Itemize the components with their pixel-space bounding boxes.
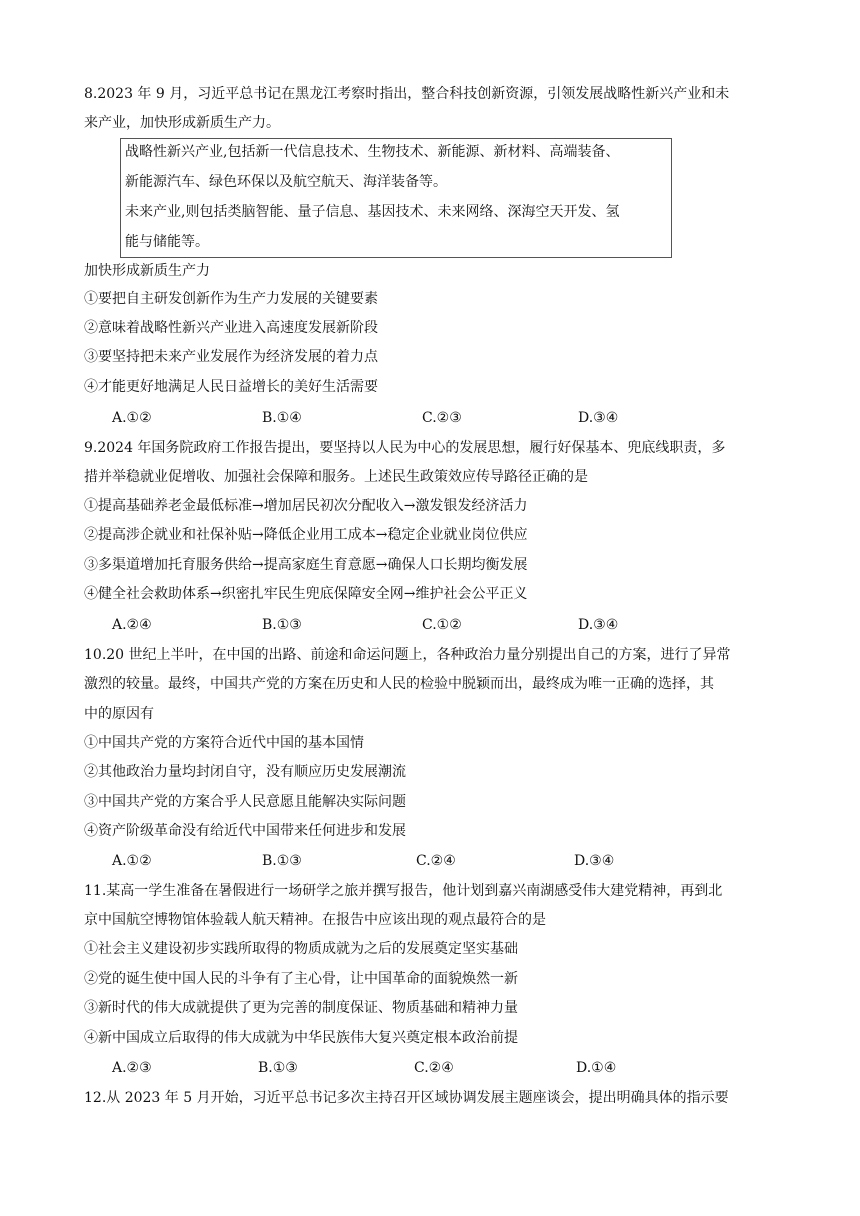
q8-option-c[interactable]: C.②③: [422, 410, 462, 426]
q9-option-d[interactable]: D.③④: [578, 617, 619, 633]
q11-item-4: ④新中国成立后取得的伟大成就为中华民族伟大复兴奠定根本政治前提: [84, 1030, 518, 1046]
q12-stem-line-1: 12.从 2023 年 5 月开始，习近平总书记多次主持召开区域协调发展主题座谈会，提出明确具体的指示要: [84, 1090, 729, 1106]
q11-stem-line-1: 11.某高一学生准备在暑假进行一场研学之旅并撰写报告，他计划到嘉兴南湖感受伟大建党精神，再到北: [84, 883, 723, 899]
q11-options: [112, 1058, 832, 1078]
q9-stem-line-1: 9.2024 年国务院政府工作报告提出，要坚持以人民为中心的发展思想，履行好保基本、兜底线职责，多: [84, 440, 726, 456]
q10-option-c[interactable]: C.②④: [416, 853, 456, 869]
q9-item-1: ①提高基础养老金最低标准→增加居民初次分配收入→激发银发经济活力: [84, 498, 528, 514]
q10-option-a[interactable]: A.①②: [112, 853, 152, 869]
q9-option-c[interactable]: C.①②: [422, 617, 462, 633]
q8-item-3: ③要坚持把未来产业发展作为经济发展的着力点: [84, 349, 378, 365]
q8-option-a[interactable]: A.①②: [112, 410, 152, 426]
q10-option-b[interactable]: B.①③: [262, 853, 302, 869]
q10-options: [112, 851, 832, 871]
q11-option-c[interactable]: C.②④: [414, 1060, 454, 1076]
q8-stem-line-1: 8.2023 年 9 月，习近平总书记在黑龙江考察时指出，整合科技创新资源，引领发展战略性新兴产业和未: [84, 86, 730, 102]
q11-option-d[interactable]: D.①④: [576, 1060, 617, 1076]
q10-item-3: ③中国共产党的方案合乎人民意愿且能解决实际问题: [84, 794, 406, 810]
q8-lead: 加快形成新质生产力: [84, 263, 210, 279]
q11-item-3: ③新时代的伟大成就提供了更为完善的制度保证、物质基础和精神力量: [84, 1000, 518, 1016]
q11-stem-line-2: 京中国航空博物馆体验载人航天精神。在报告中应该出现的观点最符合的是: [84, 912, 546, 928]
q11-option-b[interactable]: B.①③: [258, 1060, 298, 1076]
q10-item-1: ①中国共产党的方案符合近代中国的基本国情: [84, 735, 364, 751]
q11-item-2: ②党的诞生使中国人民的斗争有了主心骨，让中国革命的面貌焕然一新: [84, 971, 518, 987]
q10-item-2: ②其他政治力量均封闭自守，没有顺应历史发展潮流: [84, 764, 406, 780]
q10-stem-line-2: 激烈的较量。最终，中国共产党的方案在历史和人民的检验中脱颖而出，最终成为唯一正确的选择，其: [84, 676, 714, 692]
q9-item-4: ④健全社会救助体系→织密扎牢民生兜底保障安全网→维护社会公平正义: [84, 586, 528, 602]
q8-box-line-1: 战略性新兴产业,包括新一代信息技术、生物技术、新能源、新材料、高端装备、: [125, 144, 620, 160]
q8-material-box: [120, 138, 672, 258]
q8-option-b[interactable]: B.①④: [262, 410, 302, 426]
q9-option-a[interactable]: A.②④: [112, 617, 152, 633]
q9-option-b[interactable]: B.①③: [262, 617, 302, 633]
q10-stem-line-1: 10.20 世纪上半叶，在中国的出路、前途和命运问题上，各种政治力量分别提出自己的方案，进行了异常: [84, 647, 731, 663]
q11-option-a[interactable]: A.②③: [112, 1060, 152, 1076]
q8-box-line-3: 未来产业,则包括类脑智能、量子信息、基因技术、未来网络、深海空天开发、氢: [125, 204, 620, 220]
q8-item-4: ④才能更好地满足人民日益增长的美好生活需要: [84, 379, 378, 395]
q10-item-4: ④资产阶级革命没有给近代中国带来任何进步和发展: [84, 823, 406, 839]
q9-stem-line-2: 措并举稳就业促增收、加强社会保障和服务。上述民生政策效应传导路径正确的是: [84, 469, 588, 485]
q8-box-line-4: 能与储能等。: [125, 234, 209, 250]
q9-item-3: ③多渠道增加托育服务供给→提高家庭生育意愿→确保人口长期均衡发展: [84, 557, 528, 573]
q9-item-2: ②提高涉企就业和社保补贴→降低企业用工成本→稳定企业就业岗位供应: [84, 527, 528, 543]
q8-item-2: ②意味着战略性新兴产业进入高速度发展新阶段: [84, 320, 378, 336]
q10-option-d[interactable]: D.③④: [574, 853, 615, 869]
q8-option-d[interactable]: D.③④: [578, 410, 619, 426]
q8-box-line-2: 新能源汽车、绿色环保以及航空航天、海洋装备等。: [125, 174, 447, 190]
q8-item-1: ①要把自主研发创新作为生产力发展的关键要素: [84, 291, 378, 307]
q10-stem-line-3: 中的原因有: [84, 706, 154, 722]
q9-options: [112, 615, 832, 635]
q8-options: [112, 408, 832, 428]
q11-item-1: ①社会主义建设初步实践所取得的物质成就为之后的发展奠定坚实基础: [84, 941, 518, 957]
q8-stem-line-2: 来产业，加快形成新质生产力。: [84, 115, 280, 131]
